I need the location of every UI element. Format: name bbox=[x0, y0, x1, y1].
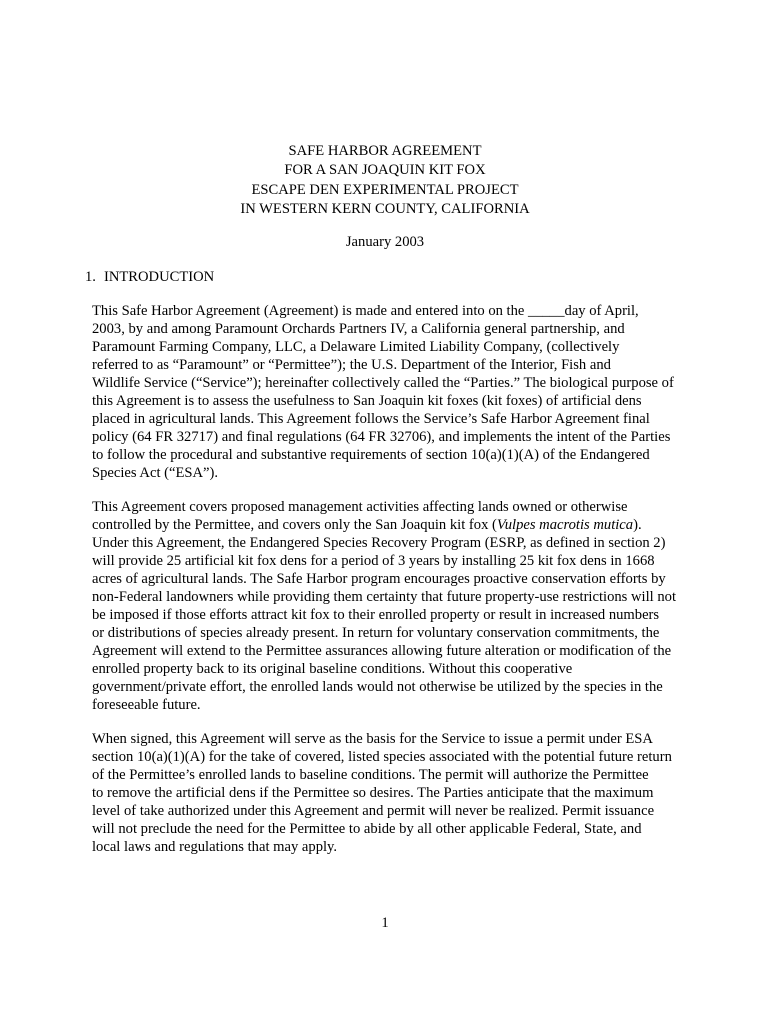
page-number: 1 bbox=[381, 915, 389, 931]
paragraph-line: or distributions of species already present. In return for voluntary conservation commitments, the bbox=[92, 625, 660, 641]
section-number: 1. bbox=[85, 269, 96, 285]
paragraph-line: to follow the procedural and substantive requirements of section 10(a)(1)(A) of the Endangered bbox=[92, 447, 650, 463]
document-title bbox=[0, 142, 770, 219]
paragraph-line: will provide 25 artificial kit fox dens for a period of 3 years by installing 25 kit fox dens in 1668 bbox=[92, 553, 655, 569]
paragraph-line: of the Permittee’s enrolled lands to baseline conditions. The permit will authorize the Permittee bbox=[92, 767, 649, 783]
paragraph-line: Paramount Farming Company, LLC, a Delaware Limited Liability Company, (collectively bbox=[92, 339, 620, 355]
paragraph-line: Wildlife Service (“Service”); hereinafter collectively called the “Parties.” The biological purpose of bbox=[92, 375, 674, 391]
paragraph-line: acres of agricultural lands. The Safe Harbor program encourages proactive conservation efforts by bbox=[92, 571, 666, 587]
title-line: SAFE HARBOR AGREEMENT bbox=[288, 143, 482, 159]
paragraph-line: Species Act (“ESA”). bbox=[92, 465, 219, 481]
section-heading bbox=[85, 268, 214, 286]
paragraph-line: This Agreement covers proposed management activities affecting lands owned or otherwise bbox=[92, 499, 628, 515]
paragraph-line: level of take authorized under this Agreement and permit will never be realized. Permit issuance bbox=[92, 803, 655, 819]
paragraph-line: placed in agricultural lands. This Agreement follows the Service’s Safe Harbor Agreement final bbox=[92, 411, 650, 427]
paragraph-text: controlled by the Permittee, and covers only the San Joaquin kit fox ( bbox=[92, 517, 497, 533]
paragraph-line: foreseeable future. bbox=[92, 697, 201, 713]
paragraph-line: non-Federal landowners while providing them certainty that future property-use restrictions will not bbox=[92, 589, 676, 605]
paragraph-line: government/private effort, the enrolled lands would not otherwise be utilized by the species in the bbox=[92, 679, 663, 695]
paragraph-introduction bbox=[92, 302, 692, 482]
section-title: INTRODUCTION bbox=[103, 269, 215, 285]
title-line: IN WESTERN KERN COUNTY, CALIFORNIA bbox=[240, 200, 530, 217]
species-scientific-name: Vulpes macrotis mutica bbox=[496, 517, 634, 533]
paragraph-line: to remove the artificial dens if the Permittee so desires. The Parties anticipate that the maximum bbox=[92, 785, 654, 801]
paragraph-line: enrolled property back to its original baseline conditions. Without this cooperative bbox=[92, 661, 573, 677]
paragraph-line: This Safe Harbor Agreement (Agreement) is made and entered into on the _____day of April, bbox=[92, 303, 639, 319]
paragraph-line: Agreement will extend to the Permittee assurances allowing future alteration or modification of the bbox=[92, 643, 672, 659]
paragraph-line: policy (64 FR 32717) and final regulations (64 FR 32706), and implements the intent of the Parties bbox=[92, 429, 671, 445]
title-line: ESCAPE DEN EXPERIMENTAL PROJECT bbox=[251, 181, 519, 198]
paragraph-coverage bbox=[92, 498, 692, 714]
paragraph-text: ). bbox=[633, 517, 642, 533]
paragraph-line bbox=[92, 516, 692, 534]
paragraph-line: be imposed if those efforts attract kit fox to their enrolled property or result in increased numbers bbox=[92, 607, 660, 623]
paragraph-line: 2003, by and among Paramount Orchards Partners IV, a California general partnership, and bbox=[92, 321, 625, 337]
paragraph-line: referred to as “Paramount” or “Permittee”); the U.S. Department of the Interior, Fish and bbox=[92, 357, 611, 373]
document-date: January 2003 bbox=[345, 234, 425, 250]
title-line: FOR A SAN JOAQUIN KIT FOX bbox=[284, 162, 486, 179]
paragraph-line: Under this Agreement, the Endangered Species Recovery Program (ESRP, as defined in section 2) bbox=[92, 535, 666, 551]
paragraph-line: will not preclude the need for the Permittee to abide by all other applicable Federal, State, and bbox=[92, 821, 642, 837]
paragraph-line: section 10(a)(1)(A) for the take of covered, listed species associated with the potential future return bbox=[92, 749, 672, 765]
paragraph-line: local laws and regulations that may apply. bbox=[92, 839, 338, 855]
paragraph-line: this Agreement is to assess the usefulness to San Joaquin kit foxes (kit foxes) of artificial dens bbox=[92, 393, 642, 409]
paragraph-line: When signed, this Agreement will serve as the basis for the Service to issue a permit under ESA bbox=[92, 731, 653, 747]
paragraph-permit bbox=[92, 730, 692, 856]
